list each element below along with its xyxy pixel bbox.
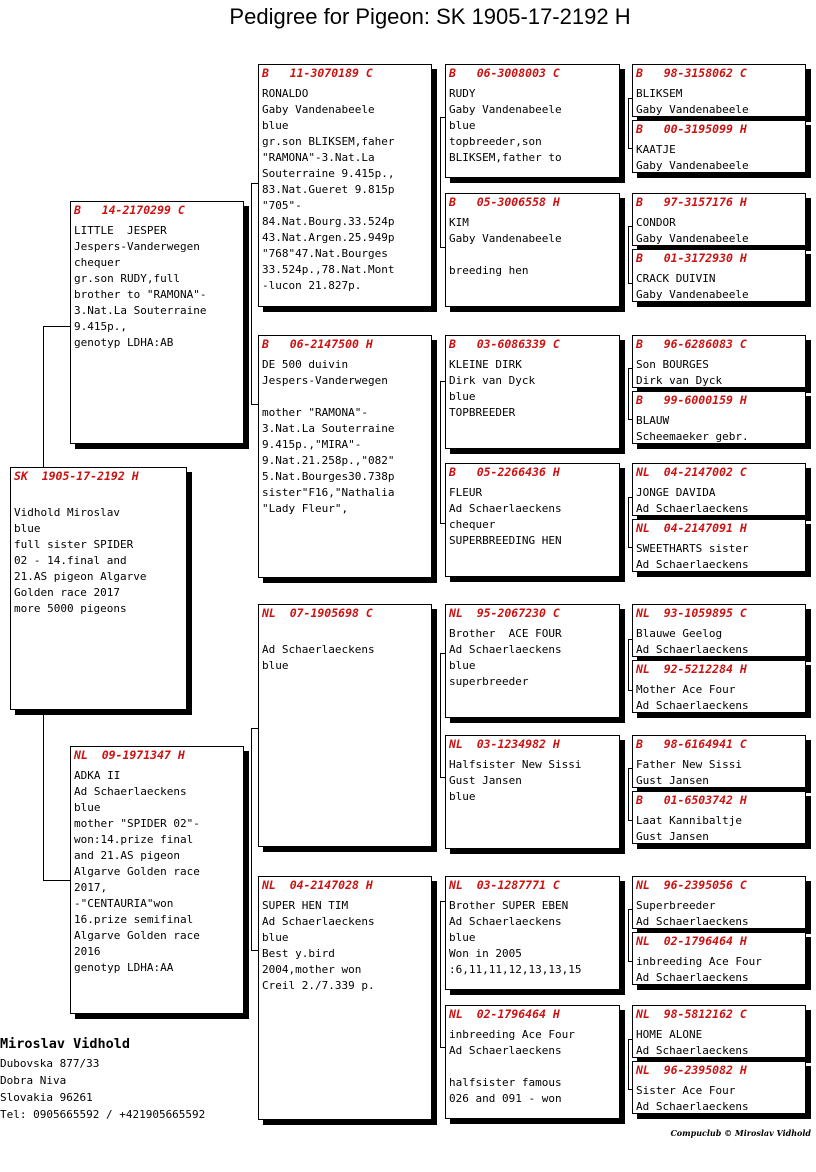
pigeon-info-line: chequer <box>449 518 496 531</box>
grandparent-card[interactable] <box>258 64 432 307</box>
pigeon-info-line: Best y.bird <box>262 947 335 960</box>
connector-line <box>628 368 629 419</box>
ring-number: NL 03-1287771 C <box>449 878 560 892</box>
pigeon-info-line: mother "SPIDER 02"- <box>74 817 200 830</box>
pigeon-info-line: won:14.prize final <box>74 833 194 846</box>
great-grandparent-card[interactable] <box>445 1005 620 1119</box>
ring-number: NL 95-2067230 C <box>449 606 560 620</box>
pigeon-info-line: Gust Jansen <box>636 774 709 787</box>
great-great-grandparent-card[interactable] <box>632 463 806 516</box>
pigeon-info-line: blue <box>262 119 289 132</box>
great-great-grandparent-card[interactable] <box>632 335 806 388</box>
pigeon-info-line: Ad Schaerlaeckens <box>262 915 375 928</box>
pigeon-info-line: 16.prize semifinal <box>74 913 194 926</box>
ring-number: B 98-3158062 C <box>636 66 747 80</box>
ring-number: B 00-3195099 H <box>636 122 747 136</box>
pigeon-info-line: Gust Jansen <box>449 774 522 787</box>
pigeon-info-line: Superbreeder <box>636 899 716 912</box>
ring-number: NL 98-5812162 C <box>636 1007 747 1021</box>
connector-line <box>440 901 441 1047</box>
owner-name: Miroslav Vidhold <box>0 1036 131 1052</box>
pigeon-info-line: -"CENTAURIA"won <box>74 897 174 910</box>
great-great-grandparent-card[interactable] <box>632 660 806 713</box>
pigeon-info-line: Laat Kannibaltje <box>636 814 742 827</box>
connector-line <box>43 880 71 881</box>
pigeon-info-line: Ad Schaerlaeckens <box>636 1100 749 1113</box>
footer-credit: Compuclub © Miroslav Vidhold <box>670 1128 811 1138</box>
great-grandparent-card[interactable] <box>445 463 620 577</box>
ring-number: B 98-6164941 C <box>636 737 747 751</box>
pigeon-info-line: Golden race 2017 <box>14 586 120 599</box>
great-great-grandparent-card[interactable] <box>632 1005 806 1058</box>
connector-line <box>251 728 252 950</box>
pigeon-info-line: genotyp LDHA:AB <box>74 336 174 349</box>
pigeon-info-line: Mother Ace Four <box>636 683 736 696</box>
connector-line <box>628 1039 629 1089</box>
pigeon-info-line: Gaby Vandenabeele <box>449 103 562 116</box>
pigeon-info-line: 43.Nat.Argen.25.949p <box>262 231 395 244</box>
pigeon-info-line: Gaby Vandenabeele <box>636 159 749 172</box>
grandparent-card[interactable] <box>258 604 432 847</box>
pigeon-info-line: Ad Schaerlaeckens <box>449 643 562 656</box>
pigeon-info-line: 026 and 091 - won <box>449 1092 562 1105</box>
pigeon-info-line: 2004,mother won <box>262 963 362 976</box>
connector-line <box>43 326 44 470</box>
pigeon-info-line: 9.415p.,"MIRA"- <box>262 438 362 451</box>
owner-phone: Tel: 0905665592 / +421905665592 <box>0 1108 206 1121</box>
pigeon-info-line: Dirk van Dyck <box>449 374 536 387</box>
pigeon-info-line: FLEUR <box>449 486 483 499</box>
ring-number: NL 07-1905698 C <box>262 606 373 620</box>
great-great-grandparent-card[interactable] <box>632 64 806 117</box>
ring-number: B 01-3172930 H <box>636 251 747 265</box>
great-grandparent-card[interactable] <box>445 735 620 849</box>
great-great-grandparent-card[interactable] <box>632 791 806 844</box>
dam-card[interactable] <box>70 746 244 1014</box>
ring-number: B 05-2266436 H <box>449 465 560 479</box>
pigeon-info-line: Ad Schaerlaeckens <box>636 699 749 712</box>
connector-line <box>628 639 629 690</box>
pigeon-info-line: "RAMONA"-3.Nat.La <box>262 151 375 164</box>
pigeon-info-line <box>449 247 616 263</box>
pigeon-info-line: Son BOURGES <box>636 358 709 371</box>
ring-number: B 99-6000159 H <box>636 393 747 407</box>
great-grandparent-card[interactable] <box>445 335 620 449</box>
pigeon-info-line: SWEETHARTS sister <box>636 542 749 555</box>
pigeon-info-line: 5.Nat.Bourges30.738p <box>262 470 395 483</box>
great-great-grandparent-card[interactable] <box>632 735 806 788</box>
pigeon-info-line: Souterraine 9.415p., <box>262 167 395 180</box>
great-grandparent-card[interactable] <box>445 876 620 990</box>
pigeon-info-line: sister"F16,"Nathalia <box>262 486 395 499</box>
pigeon-info-line: Ad Schaerlaeckens <box>449 502 562 515</box>
ring-number: NL 96-2395056 C <box>636 878 747 892</box>
pigeon-info-line: superbreeder <box>449 675 529 688</box>
connector-line <box>43 712 44 880</box>
pigeon-info-line: more 5000 pigeons <box>14 602 127 615</box>
pigeon-info-line: blue <box>262 659 289 672</box>
ring-number: NL 09-1971347 H <box>74 748 185 762</box>
great-great-grandparent-card[interactable] <box>632 604 806 657</box>
pigeon-info-line <box>262 389 428 405</box>
pigeon-info-line: gr.son RUDY,full <box>74 272 180 285</box>
pigeon-info-line: "Lady Fleur", <box>262 502 349 515</box>
page-title: Pedigree for Pigeon: SK 1905-17-2192 H <box>229 4 631 29</box>
ring-number: B 14-2170299 C <box>74 203 185 217</box>
pigeon-info-line: 2017, <box>74 881 108 894</box>
pigeon-info-line: mother "RAMONA"- <box>262 406 368 419</box>
great-great-grandparent-card[interactable] <box>632 249 806 302</box>
pigeon-info-line: Vidhold Miroslav <box>14 506 120 519</box>
pigeon-info-line: Gaby Vandenabeele <box>636 288 749 301</box>
pigeon-info-line: Ad Schaerlaeckens <box>636 915 749 928</box>
connector-line <box>628 909 629 961</box>
ring-number: B 06-2147500 H <box>262 337 373 351</box>
connector-line <box>628 497 629 547</box>
pigeon-info-line: KLEINE DIRK <box>449 358 522 371</box>
pigeon-info-line: blue <box>449 390 476 403</box>
pigeon-info-line: Ad Schaerlaeckens <box>636 971 749 984</box>
pigeon-info-line: JONGE DAVIDA <box>636 486 716 499</box>
pigeon-info-line: and 21.AS pigeon <box>74 849 180 862</box>
great-grandparent-card[interactable] <box>445 64 620 178</box>
ring-number: SK 1905-17-2192 H <box>14 469 139 483</box>
great-grandparent-card[interactable] <box>445 604 620 718</box>
pigeon-info-line: Scheemaeker gebr. <box>636 430 749 443</box>
ring-number: B 11-3070189 C <box>262 66 373 80</box>
pigeon-info-line: 3.Nat.La Souterraine <box>74 304 207 317</box>
pigeon-info-line: Blauwe Geelog <box>636 627 723 640</box>
pigeon-info-line: 9.415p., <box>74 320 127 333</box>
pigeon-info-line: Ad Schaerlaeckens <box>636 643 749 656</box>
pigeon-info-line: Ad Schaerlaeckens <box>636 1044 749 1057</box>
great-great-grandparent-card[interactable] <box>632 519 806 572</box>
great-great-grandparent-card[interactable] <box>632 391 806 444</box>
great-great-grandparent-card[interactable] <box>632 120 806 173</box>
pigeon-info-line: Ad Schaerlaeckens <box>449 915 562 928</box>
pigeon-info-line: blue <box>449 931 476 944</box>
great-great-grandparent-card[interactable] <box>632 1061 806 1114</box>
great-great-grandparent-card[interactable] <box>632 876 806 929</box>
pigeon-info-line: KIM <box>449 216 469 229</box>
pigeon-info-line: SUPERBREEDING HEN <box>449 534 562 547</box>
ring-number: B 05-3006558 H <box>449 195 560 209</box>
pigeon-info-line: 21.AS pigeon Algarve <box>14 570 147 583</box>
pigeon-info-line: Brother ACE FOUR <box>449 627 562 640</box>
pigeon-info-line: TOPBREEDER <box>449 406 516 419</box>
ring-number: NL 02-1796464 H <box>636 934 747 948</box>
great-great-grandparent-card[interactable] <box>632 193 806 246</box>
pigeon-info-line: blue <box>262 931 289 944</box>
pigeon-info-line: 9.Nat.21.258p.,"082" <box>262 454 395 467</box>
pigeon-info-line <box>449 1059 616 1075</box>
owner-country: Slovakia 96261 <box>0 1091 93 1104</box>
pigeon-info-line: BLAUW <box>636 414 670 427</box>
pigeon-info-line: Father New Sissi <box>636 758 742 771</box>
ring-number: NL 02-1796464 H <box>449 1007 560 1021</box>
pigeon-info-line: halfsister famous <box>449 1076 562 1089</box>
pigeon-info-line: blue <box>14 522 41 535</box>
pigeon-info-line: Won in 2005 <box>449 947 522 960</box>
connector-line <box>628 98 629 148</box>
pigeon-info-line: LITTLE JESPER <box>74 224 167 237</box>
pigeon-info-line: DE 500 duivin <box>262 358 349 371</box>
pigeon-info-line: brother to "RAMONA"- <box>74 288 207 301</box>
pigeon-info-line: gr.son BLIKSEM,faher <box>262 135 395 148</box>
pigeon-info-line: :6,11,11,12,13,13,15 <box>449 963 582 976</box>
pigeon-info-line: Jespers-Vanderwegen <box>74 240 200 253</box>
pigeon-info-line <box>14 489 183 505</box>
pigeon-info-line: "768"47.Nat.Bourges <box>262 247 388 260</box>
pigeon-info-line: blue <box>449 790 476 803</box>
ring-number: NL 96-2395082 H <box>636 1063 747 1077</box>
pigeon-info-line: Gaby Vandenabeele <box>636 103 749 116</box>
pigeon-info-line: -lucon 21.827p. <box>262 279 362 292</box>
ring-number: NL 04-2147002 C <box>636 465 747 479</box>
great-great-grandparent-card[interactable] <box>632 932 806 985</box>
pigeon-info-line: BLIKSEM <box>636 87 683 100</box>
pigeon-info-line: HOME ALONE <box>636 1028 703 1041</box>
pigeon-info-line: 2016 <box>74 945 101 958</box>
pigeon-info-line: Gust Jansen <box>636 830 709 843</box>
ring-number: B 03-6086339 C <box>449 337 560 351</box>
pigeon-info-line: BLIKSEM,father to <box>449 151 562 164</box>
pigeon-info-line: "705"- <box>262 199 302 212</box>
pigeon-info-line: Algarve Golden race <box>74 865 200 878</box>
subject-pigeon-card[interactable] <box>10 467 187 710</box>
pigeon-info-line: 3.Nat.La Souterraine <box>262 422 395 435</box>
owner-city: Dobra Niva <box>0 1074 67 1087</box>
ring-number: NL 93-1059895 C <box>636 606 747 620</box>
pigeon-info-line: breeding hen <box>449 264 529 277</box>
ring-number: B 01-6503742 H <box>636 793 747 807</box>
pigeon-info-line: 84.Nat.Bourg.33.524p <box>262 215 395 228</box>
ring-number: NL 03-1234982 H <box>449 737 560 751</box>
connector-line <box>628 768 629 820</box>
pigeon-info-line: 02 - 14.final and <box>14 554 127 567</box>
pigeon-info-line: 83.Nat.Gueret 9.815p <box>262 183 395 196</box>
pigeon-info-line <box>262 626 428 642</box>
pigeon-info-line: topbreeder,son <box>449 135 542 148</box>
pigeon-info-line: CONDOR <box>636 216 676 229</box>
pigeon-info-line: Halfsister New Sissi <box>449 758 582 771</box>
pigeon-info-line: Dirk van Dyck <box>636 374 723 387</box>
connector-line <box>440 117 441 247</box>
pigeon-info-line: blue <box>449 119 476 132</box>
pigeon-info-line: CRACK DUIVIN <box>636 272 716 285</box>
grandparent-card[interactable] <box>258 876 432 1120</box>
grandparent-card[interactable] <box>258 335 432 578</box>
pigeon-info-line: Gaby Vandenabeele <box>262 103 375 116</box>
pigeon-info-line: SUPER HEN TIM <box>262 899 349 912</box>
ring-number: NL 04-2147091 H <box>636 521 747 535</box>
pigeon-info-line: 33.524p.,78.Nat.Mont <box>262 263 395 276</box>
owner-street: Dubovska 877/33 <box>0 1057 100 1070</box>
pigeon-info-line: Sister Ace Four <box>636 1084 736 1097</box>
connector-line <box>440 381 441 523</box>
ring-number: B 06-3008003 C <box>449 66 560 80</box>
connector-line <box>43 326 71 327</box>
pigeon-info-line: Ad Schaerlaeckens <box>636 502 749 515</box>
pigeon-info-line: RONALDO <box>262 87 309 100</box>
pigeon-info-line: Algarve Golden race <box>74 929 200 942</box>
pigeon-info-line: Gaby Vandenabeele <box>636 232 749 245</box>
ring-number: B 97-3157176 H <box>636 195 747 209</box>
ring-number: B 96-6286083 C <box>636 337 747 351</box>
pigeon-info-line: Gaby Vandenabeele <box>449 232 562 245</box>
pigeon-info-line: inbreeding Ace Four <box>449 1028 575 1041</box>
pigeon-info-line: Creil 2./7.339 p. <box>262 979 375 992</box>
pigeon-info-line: blue <box>74 801 101 814</box>
great-grandparent-card[interactable] <box>445 193 620 307</box>
pigeon-info-line: RUDY <box>449 87 476 100</box>
pigeon-info-line: Ad Schaerlaeckens <box>449 1044 562 1057</box>
owner-address <box>0 1035 205 1123</box>
pigeon-info-line: ADKA II <box>74 769 121 782</box>
pigeon-info-line: KAATJE <box>636 143 676 156</box>
pigeon-info-line: chequer <box>74 256 121 269</box>
connector-line <box>628 226 629 283</box>
connector-line <box>440 653 441 777</box>
pigeon-info-line: full sister SPIDER <box>14 538 134 551</box>
pigeon-info-line: Ad Schaerlaeckens <box>262 643 375 656</box>
connector-line <box>251 183 252 404</box>
pigeon-info-line: Jespers-Vanderwegen <box>262 374 388 387</box>
pigeon-info-line: Ad Schaerlaeckens <box>74 785 187 798</box>
pigeon-info-line: genotyp LDHA:AA <box>74 961 174 974</box>
ring-number: NL 04-2147028 H <box>262 878 373 892</box>
sire-card[interactable] <box>70 201 244 444</box>
pigeon-info-line: Brother SUPER EBEN <box>449 899 569 912</box>
ring-number: NL 92-5212284 H <box>636 662 747 676</box>
pigeon-info-line: inbreeding Ace Four <box>636 955 762 968</box>
pigeon-info-line: blue <box>449 659 476 672</box>
pigeon-info-line: Ad Schaerlaeckens <box>636 558 749 571</box>
